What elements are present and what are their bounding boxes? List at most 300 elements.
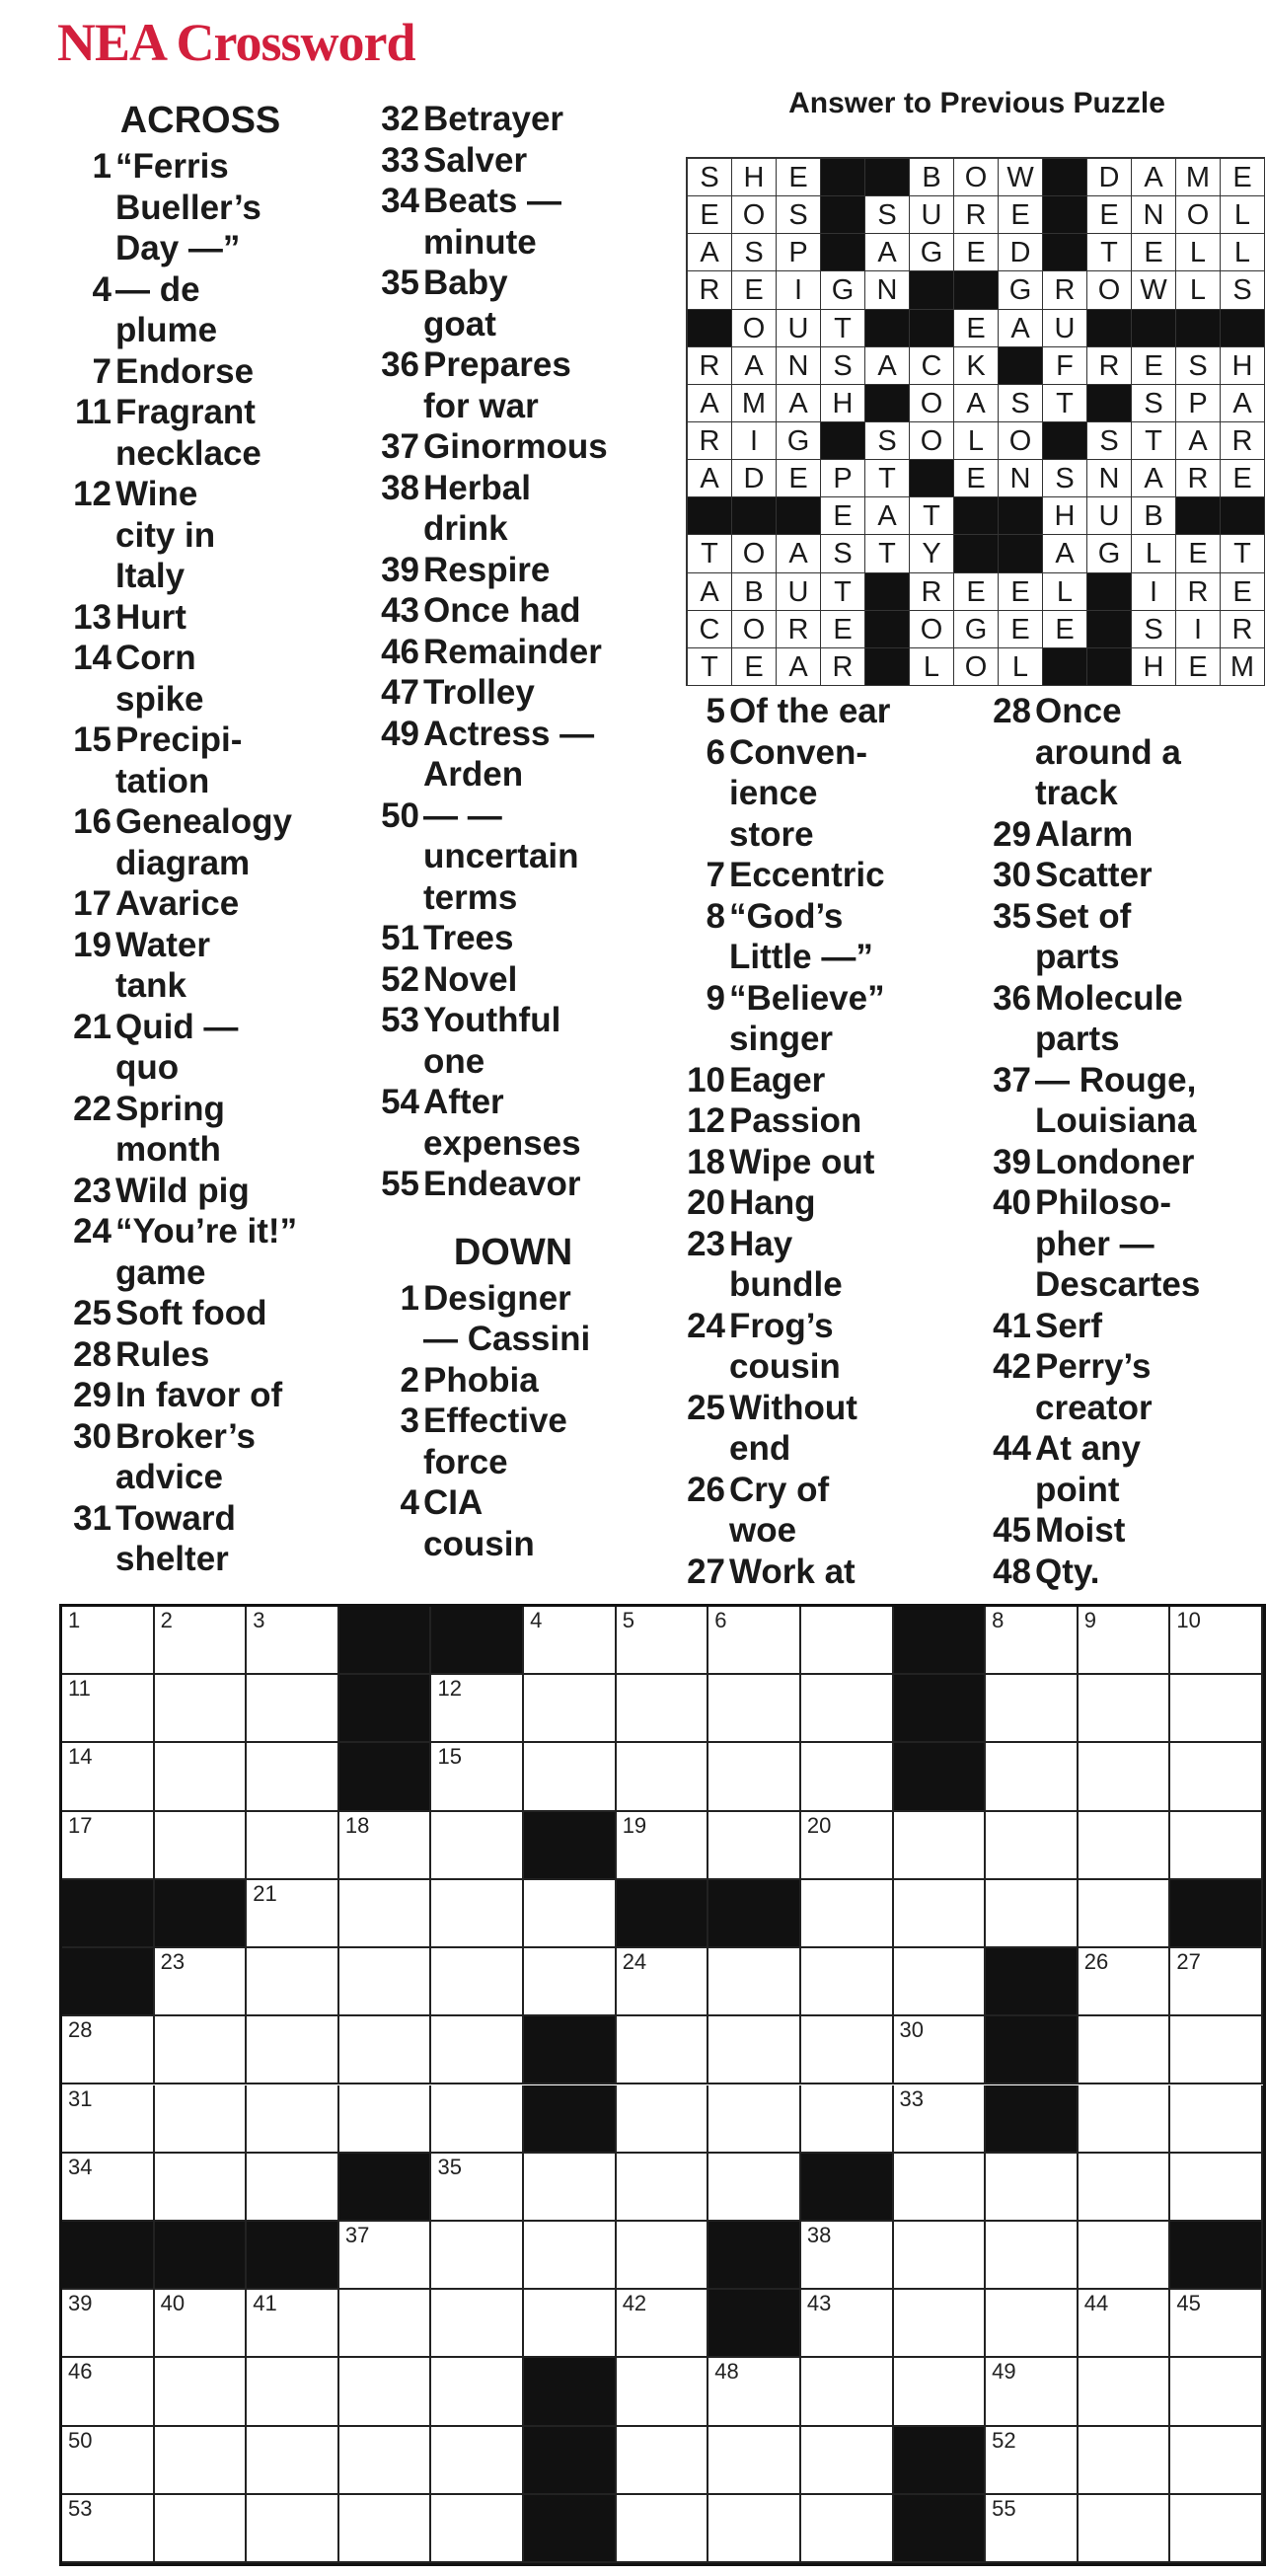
grid-cell[interactable]	[617, 2495, 709, 2563]
clue-32	[365, 99, 661, 140]
grid-cell[interactable]	[708, 2154, 801, 2222]
answer-black-square	[1043, 648, 1087, 686]
clue-13	[57, 597, 343, 639]
grid-cell[interactable]	[524, 1675, 617, 1743]
clue-text: Scatter	[1035, 856, 1153, 894]
answer-black-square	[865, 573, 910, 611]
grid-cell[interactable]	[1079, 1607, 1171, 1675]
grid-cell[interactable]	[247, 2154, 339, 2222]
grid-cell[interactable]	[431, 2358, 524, 2426]
grid-cell[interactable]	[62, 2290, 155, 2358]
grid-cell[interactable]	[894, 2290, 987, 2358]
clue-number: 41	[993, 1306, 1031, 1345]
black-square	[524, 2085, 617, 2154]
black-square	[247, 2222, 339, 2290]
clue-number: 40	[993, 1183, 1031, 1222]
black-square	[524, 2427, 617, 2495]
clue-26	[671, 1470, 967, 1552]
clue-text: Precipi- tation	[115, 720, 243, 800]
clue-number: 29	[993, 814, 1031, 854]
grid-cell[interactable]	[155, 2016, 248, 2084]
grid-cell[interactable]	[801, 1607, 894, 1675]
answer-letter: E	[732, 648, 777, 686]
answer-letter: E	[1221, 159, 1265, 196]
clue-7	[57, 351, 343, 393]
answer-letter: R	[1176, 573, 1221, 611]
clue-16	[57, 801, 343, 883]
grid-cell[interactable]	[62, 1675, 155, 1743]
grid-cell[interactable]	[1170, 2495, 1263, 2563]
answer-letter: S	[821, 535, 865, 572]
answer-letter: E	[1087, 196, 1132, 234]
black-square	[894, 2495, 987, 2563]
answer-letter: D	[1087, 159, 1132, 196]
grid-cell[interactable]	[155, 2290, 248, 2358]
cell-number: 27	[1176, 1949, 1201, 1975]
clue-number: 48	[993, 1552, 1031, 1591]
grid-cell[interactable]	[62, 2427, 155, 2495]
grid-cell[interactable]	[1170, 2427, 1263, 2495]
grid-cell[interactable]	[986, 1880, 1079, 1948]
clue-number: 46	[381, 632, 419, 671]
answer-letter: D	[999, 234, 1043, 271]
grid-cell[interactable]	[708, 1743, 801, 1811]
grid-cell[interactable]	[339, 2290, 432, 2358]
grid-cell[interactable]	[1079, 2290, 1171, 2358]
answer-letter: R	[1221, 422, 1265, 460]
grid-cell[interactable]	[339, 1880, 432, 1948]
grid-cell[interactable]	[801, 1948, 894, 2016]
grid-cell[interactable]	[801, 1880, 894, 1948]
grid-cell[interactable]	[1079, 1880, 1171, 1948]
grid-cell[interactable]	[986, 1607, 1079, 1675]
answer-letter: C	[910, 347, 954, 385]
grid-cell[interactable]	[247, 1675, 339, 1743]
grid-cell[interactable]	[155, 2427, 248, 2495]
answer-letter: O	[954, 648, 999, 686]
answer-letter: S	[1176, 347, 1221, 385]
grid-cell[interactable]	[431, 1675, 524, 1743]
answer-letter: I	[732, 422, 777, 460]
clue-43	[365, 590, 661, 632]
grid-cell[interactable]	[247, 1948, 339, 2016]
clue-number: 22	[73, 1089, 112, 1128]
grid-cell[interactable]	[1170, 1675, 1263, 1743]
cell-number: 5	[622, 1608, 634, 1632]
clue-text: After expenses	[423, 1083, 581, 1163]
grid-cell[interactable]	[708, 2358, 801, 2426]
clue-number: 15	[73, 720, 112, 759]
answer-black-square	[732, 497, 777, 535]
grid-cell[interactable]	[1170, 1743, 1263, 1811]
clue-text: “You’re it!” game	[115, 1212, 298, 1292]
clue-number: 30	[993, 856, 1031, 894]
grid-cell[interactable]	[986, 2290, 1079, 2358]
grid-cell[interactable]	[617, 1675, 709, 1743]
answer-black-square	[954, 497, 999, 535]
answer-letter: N	[865, 271, 910, 309]
clue-text: Water tank	[115, 925, 210, 1005]
answer-letter: S	[821, 347, 865, 385]
grid-cell[interactable]	[339, 2427, 432, 2495]
clue-text: Avarice	[115, 884, 240, 923]
clue-text: Actress — Arden	[423, 714, 595, 794]
grid-cell[interactable]	[986, 1812, 1079, 1880]
answer-letter: L	[1176, 234, 1221, 271]
grid-cell[interactable]	[801, 2016, 894, 2084]
cell-number: 9	[1083, 1608, 1097, 1632]
grid-cell[interactable]	[1079, 2358, 1171, 2426]
grid-cell[interactable]	[62, 1743, 155, 1811]
grid-cell[interactable]	[431, 2290, 524, 2358]
grid-cell[interactable]	[247, 2290, 339, 2358]
grid-cell[interactable]	[1170, 2016, 1263, 2084]
grid-cell[interactable]	[247, 1812, 339, 1880]
clue-number: 13	[73, 597, 112, 637]
grid-cell[interactable]	[801, 1743, 894, 1811]
grid-cell[interactable]	[62, 2495, 155, 2563]
clue-number: 33	[381, 140, 419, 180]
answer-letter: U	[777, 310, 821, 347]
answer-letter: T	[1221, 535, 1265, 572]
clue-37	[365, 426, 661, 468]
answer-letter: E	[732, 271, 777, 309]
grid-cell[interactable]	[155, 1607, 248, 1675]
answer-letter: E	[777, 460, 821, 497]
grid-cell[interactable]	[986, 2427, 1079, 2495]
grid-cell[interactable]	[339, 1948, 432, 2016]
grid-cell[interactable]	[1170, 2085, 1263, 2154]
grid-cell[interactable]	[431, 2154, 524, 2222]
grid-cell[interactable]	[617, 1743, 709, 1811]
clue-30	[57, 1416, 343, 1498]
clue-text: Spring month	[115, 1089, 225, 1169]
cell-number: 46	[68, 2359, 93, 2385]
clue-number: 45	[993, 1511, 1031, 1550]
grid-cell[interactable]	[62, 2154, 155, 2222]
cell-number: 42	[622, 2291, 647, 2316]
answer-letter: D	[732, 460, 777, 497]
grid-cell[interactable]	[894, 2085, 987, 2154]
clue-number: 12	[73, 475, 112, 513]
answer-letter: A	[777, 535, 821, 572]
cell-number: 44	[1083, 2291, 1109, 2316]
grid-cell[interactable]	[708, 1607, 801, 1675]
cell-number: 3	[253, 1608, 265, 1632]
answer-black-square	[865, 648, 910, 686]
grid-cell[interactable]	[155, 2085, 248, 2154]
grid-cell[interactable]	[1170, 2154, 1263, 2222]
answer-black-square	[1087, 310, 1132, 347]
grid-cell[interactable]	[1079, 1812, 1171, 1880]
black-square	[524, 2016, 617, 2084]
grid-cell[interactable]	[894, 2154, 987, 2222]
grid-cell[interactable]	[62, 1812, 155, 1880]
grid-cell[interactable]	[617, 2016, 709, 2084]
grid-cell[interactable]	[155, 1812, 248, 1880]
answer-letter: H	[1221, 347, 1265, 385]
grid-cell[interactable]	[524, 1948, 617, 2016]
crossword-grid	[59, 1604, 1266, 2566]
answer-black-square	[1087, 385, 1132, 422]
clue-54	[365, 1082, 661, 1164]
clue-1	[57, 146, 343, 269]
clue-28	[57, 1334, 343, 1376]
grid-cell[interactable]	[431, 1743, 524, 1811]
clue-41	[977, 1306, 1263, 1347]
grid-cell[interactable]	[431, 1812, 524, 1880]
grid-cell[interactable]	[986, 1675, 1079, 1743]
answer-black-square	[910, 271, 954, 309]
black-square	[986, 2085, 1079, 2154]
grid-cell[interactable]	[62, 2085, 155, 2154]
grid-cell[interactable]	[247, 1880, 339, 1948]
grid-cell[interactable]	[894, 1880, 987, 1948]
black-square	[708, 2222, 801, 2290]
cell-number: 31	[68, 2085, 93, 2111]
answer-letter: O	[732, 611, 777, 648]
answer-letter: O	[732, 535, 777, 572]
grid-cell[interactable]	[708, 2016, 801, 2084]
grid-cell[interactable]	[339, 2358, 432, 2426]
grid-cell[interactable]	[339, 2495, 432, 2563]
cell-number: 15	[437, 1744, 462, 1770]
grid-cell[interactable]	[155, 2154, 248, 2222]
grid-cell[interactable]	[155, 1675, 248, 1743]
black-square	[62, 1948, 155, 2016]
grid-cell[interactable]	[1079, 2016, 1171, 2084]
clue-44	[977, 1428, 1263, 1510]
grid-cell[interactable]	[247, 1743, 339, 1811]
clue-9	[671, 978, 967, 1060]
grid-cell[interactable]	[431, 1880, 524, 1948]
grid-cell[interactable]	[801, 2427, 894, 2495]
grid-cell[interactable]	[986, 1743, 1079, 1811]
grid-cell[interactable]	[339, 2085, 432, 2154]
answer-letter: E	[777, 159, 821, 196]
down-clues-column-4	[977, 691, 1263, 1592]
answer-black-square	[999, 347, 1043, 385]
grid-cell[interactable]	[801, 2085, 894, 2154]
grid-cell[interactable]	[986, 2495, 1079, 2563]
grid-cell[interactable]	[708, 1812, 801, 1880]
clue-text: Eager	[729, 1060, 826, 1099]
grid-cell[interactable]	[617, 1812, 709, 1880]
clue-number: 11	[75, 393, 112, 431]
grid-cell[interactable]	[617, 2154, 709, 2222]
clue-number: 1	[400, 1278, 419, 1318]
grid-cell[interactable]	[431, 1948, 524, 2016]
clue-23	[57, 1171, 343, 1212]
grid-cell[interactable]	[1170, 2290, 1263, 2358]
grid-cell[interactable]	[431, 2016, 524, 2084]
grid-cell[interactable]	[801, 2222, 894, 2290]
grid-cell[interactable]	[62, 2016, 155, 2084]
answer-letter: A	[1043, 535, 1087, 572]
answer-letter: B	[910, 159, 954, 196]
cell-number: 35	[437, 2154, 462, 2179]
answer-letter: P	[777, 234, 821, 271]
grid-cell[interactable]	[617, 2358, 709, 2426]
grid-cell[interactable]	[617, 1948, 709, 2016]
cell-number: 26	[1083, 1949, 1109, 1975]
grid-cell[interactable]	[1079, 1675, 1171, 1743]
clue-number: 23	[73, 1171, 112, 1210]
grid-cell[interactable]	[708, 2427, 801, 2495]
grid-cell[interactable]	[247, 2358, 339, 2426]
answer-black-square	[1087, 573, 1132, 611]
grid-cell[interactable]	[431, 2085, 524, 2154]
clue-24	[57, 1211, 343, 1293]
clue-text: Rules	[115, 1334, 210, 1374]
grid-cell[interactable]	[524, 2154, 617, 2222]
clue-2	[365, 1360, 661, 1402]
black-square	[339, 1607, 432, 1675]
clue-49	[365, 714, 661, 796]
clue-51	[365, 918, 661, 959]
grid-cell[interactable]	[986, 2358, 1079, 2426]
grid-cell[interactable]	[801, 2358, 894, 2426]
grid-cell[interactable]	[155, 1948, 248, 2016]
grid-cell[interactable]	[894, 2222, 987, 2290]
grid-cell[interactable]	[1079, 2154, 1171, 2222]
answer-letter: U	[1043, 310, 1087, 347]
answer-black-square	[999, 535, 1043, 572]
grid-cell[interactable]	[801, 2495, 894, 2563]
cell-number: 37	[344, 2222, 370, 2247]
grid-cell[interactable]	[339, 1812, 432, 1880]
answer-letter: E	[1132, 347, 1176, 385]
grid-cell[interactable]	[431, 2222, 524, 2290]
grid-cell[interactable]	[708, 1675, 801, 1743]
black-square	[617, 1880, 709, 1948]
grid-cell[interactable]	[524, 1880, 617, 1948]
grid-cell[interactable]	[1170, 1948, 1263, 2016]
grid-cell[interactable]	[339, 2016, 432, 2084]
grid-cell[interactable]	[801, 1675, 894, 1743]
clue-text: Ginormous	[423, 427, 608, 466]
answer-letter: E	[954, 573, 999, 611]
grid-cell[interactable]	[155, 2495, 248, 2563]
grid-cell[interactable]	[801, 2290, 894, 2358]
answer-letter: O	[732, 310, 777, 347]
grid-cell[interactable]	[1079, 1743, 1171, 1811]
answer-letter: I	[1132, 573, 1176, 611]
grid-cell[interactable]	[1079, 1948, 1171, 2016]
grid-cell[interactable]	[1079, 2085, 1171, 2154]
grid-cell[interactable]	[155, 2358, 248, 2426]
grid-cell[interactable]	[801, 1812, 894, 1880]
clue-text: Herbal drink	[423, 468, 531, 548]
clue-number: 49	[381, 714, 419, 753]
clue-7	[671, 855, 967, 896]
grid-cell[interactable]	[247, 2085, 339, 2154]
grid-cell[interactable]	[617, 1607, 709, 1675]
cell-number: 50	[68, 2427, 93, 2453]
grid-cell[interactable]	[1079, 2222, 1171, 2290]
answer-letter: H	[1132, 648, 1176, 686]
grid-cell[interactable]	[894, 1812, 987, 1880]
answer-letter: R	[688, 271, 732, 309]
grid-cell[interactable]	[986, 2222, 1079, 2290]
grid-cell[interactable]	[155, 1743, 248, 1811]
answer-letter: A	[1132, 159, 1176, 196]
grid-cell[interactable]	[247, 2016, 339, 2084]
grid-cell[interactable]	[62, 1607, 155, 1675]
across-clues-column-1	[57, 99, 343, 1580]
grid-cell[interactable]	[431, 2495, 524, 2563]
answer-letter: E	[1043, 611, 1087, 648]
grid-cell[interactable]	[1170, 2358, 1263, 2426]
grid-cell[interactable]	[62, 2358, 155, 2426]
answer-letter: G	[821, 271, 865, 309]
grid-cell[interactable]	[339, 2222, 432, 2290]
grid-cell[interactable]	[247, 1607, 339, 1675]
clue-text: — de plume	[115, 269, 218, 349]
grid-cell[interactable]	[247, 2495, 339, 2563]
clue-text: Genealogy diagram	[115, 802, 292, 882]
clue-text: Trolley	[423, 673, 535, 712]
cell-number: 30	[899, 2017, 925, 2043]
grid-cell[interactable]	[1079, 2495, 1171, 2563]
grid-cell[interactable]	[247, 2427, 339, 2495]
grid-cell[interactable]	[1170, 1607, 1263, 1675]
answer-letter: E	[688, 196, 732, 234]
grid-cell[interactable]	[524, 2222, 617, 2290]
grid-cell[interactable]	[894, 2358, 987, 2426]
clue-25	[57, 1293, 343, 1334]
answer-letter: R	[910, 573, 954, 611]
grid-cell[interactable]	[894, 1948, 987, 2016]
black-square	[1170, 1880, 1263, 1948]
grid-cell[interactable]	[708, 2085, 801, 2154]
grid-cell[interactable]	[524, 1743, 617, 1811]
clue-23	[671, 1224, 967, 1306]
cell-number: 20	[806, 1812, 832, 1838]
answer-letter: A	[732, 347, 777, 385]
grid-cell[interactable]	[617, 2290, 709, 2358]
answer-black-square	[1087, 648, 1132, 686]
clue-12	[57, 474, 343, 597]
clue-number: 19	[73, 925, 112, 964]
grid-cell[interactable]	[431, 2427, 524, 2495]
grid-cell[interactable]	[617, 2085, 709, 2154]
grid-cell[interactable]	[524, 2290, 617, 2358]
grid-cell[interactable]	[894, 2016, 987, 2084]
grid-cell[interactable]	[1170, 1812, 1263, 1880]
grid-cell[interactable]	[708, 2495, 801, 2563]
grid-cell[interactable]	[708, 1948, 801, 2016]
grid-cell[interactable]	[617, 2427, 709, 2495]
grid-cell[interactable]	[1079, 2427, 1171, 2495]
answer-letter: E	[821, 611, 865, 648]
clue-number: 14	[73, 639, 112, 677]
black-square	[894, 1607, 987, 1675]
grid-cell[interactable]	[524, 1607, 617, 1675]
black-square	[708, 1880, 801, 1948]
clue-text: Cry of woe	[729, 1470, 830, 1550]
clue-31	[57, 1498, 343, 1580]
grid-cell[interactable]	[617, 2222, 709, 2290]
answer-black-square	[821, 159, 865, 196]
answer-letter: U	[777, 573, 821, 611]
answer-letter: O	[910, 422, 954, 460]
answer-letter: E	[1221, 573, 1265, 611]
grid-cell[interactable]	[986, 2154, 1079, 2222]
clue-1	[365, 1278, 661, 1360]
answer-letter: S	[1087, 422, 1132, 460]
black-square	[894, 2427, 987, 2495]
